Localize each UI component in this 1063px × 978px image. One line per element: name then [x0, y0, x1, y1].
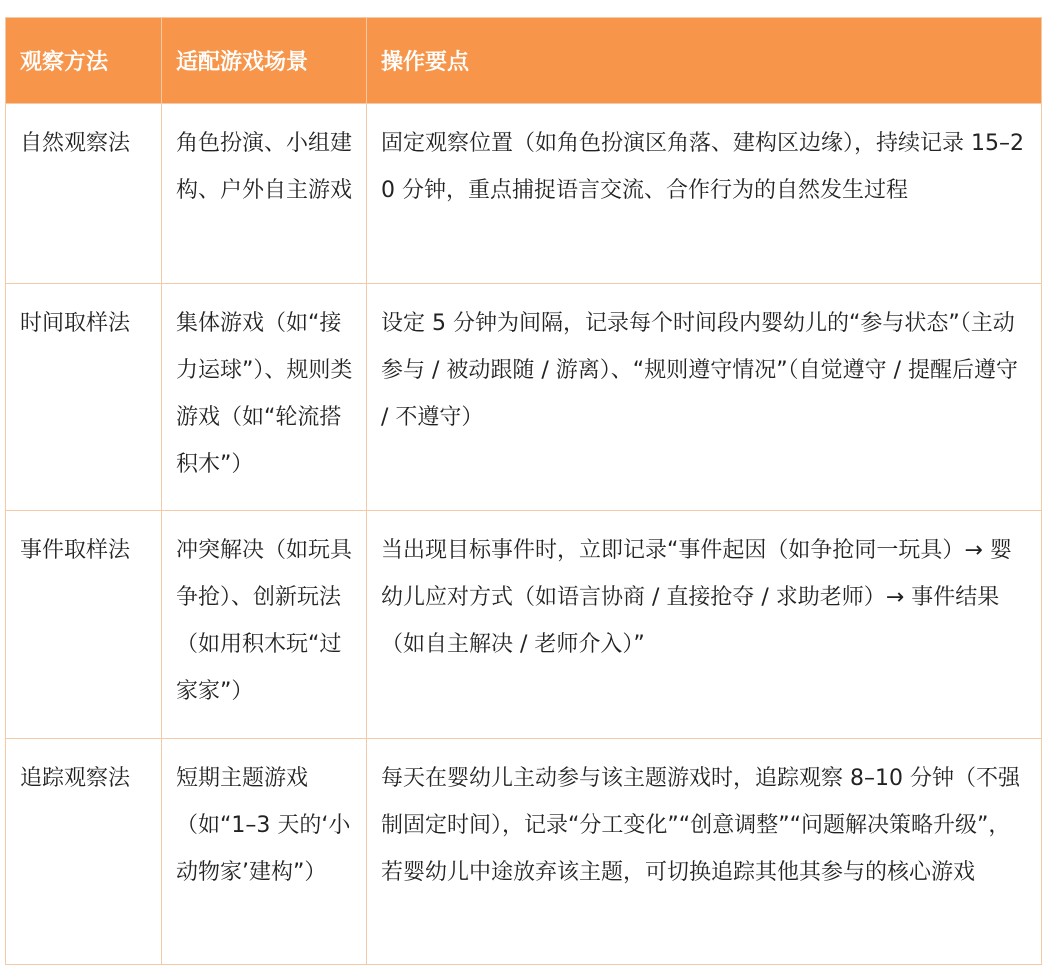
observation-methods-table: [5, 17, 1042, 965]
observation-methods-table-container: [5, 17, 1041, 965]
table-row: [6, 739, 1042, 965]
cell-method: 自然观察法: [6, 104, 162, 284]
table-row: [6, 104, 1042, 284]
table-row: [6, 284, 1042, 511]
cell-points: 固定观察位置（如角色扮演区角落、建构区边缘），持续记录 15–20 分钟，重点捕捉语言交流、合作行为的自然发生过程: [367, 104, 1042, 284]
cell-method: 事件取样法: [6, 511, 162, 739]
cell-scene: 角色扮演、小组建构、户外自主游戏: [162, 104, 367, 284]
cell-scene: 短期主题游戏（如“1–3 天的‘小动物家’建构”）: [162, 739, 367, 965]
cell-method: 时间取样法: [6, 284, 162, 511]
cell-scene: 冲突解决（如玩具争抢）、创新玩法（如用积木玩“过家家”）: [162, 511, 367, 739]
cell-scene: 集体游戏（如“接力运球”）、规则类游戏（如“轮流搭积木”）: [162, 284, 367, 511]
cell-method: 追踪观察法: [6, 739, 162, 965]
header-method: 观察方法: [6, 18, 162, 104]
header-points: 操作要点: [367, 18, 1042, 104]
cell-points: 当出现目标事件时，立即记录“事件起因（如争抢同一玩具）→ 婴幼儿应对方式（如语言协商 / 直接抢夺 / 求助老师）→ 事件结果（如自主解决 / 老师介入）”: [367, 511, 1042, 739]
cell-points: 每天在婴幼儿主动参与该主题游戏时，追踪观察 8–10 分钟（不强制固定时间），记录“分工变化”“创意调整”“问题解决策略升级”，若婴幼儿中途放弃该主题，可切换追踪其他其参与的核心游戏: [367, 739, 1042, 965]
header-scene: 适配游戏场景: [162, 18, 367, 104]
table-header-row: [6, 18, 1042, 104]
cell-points: 设定 5 分钟为间隔，记录每个时间段内婴幼儿的“参与状态”（主动参与 / 被动跟随 / 游离）、“规则遵守情况”（自觉遵守 / 提醒后遵守 / 不遵守）: [367, 284, 1042, 511]
table-row: [6, 511, 1042, 739]
